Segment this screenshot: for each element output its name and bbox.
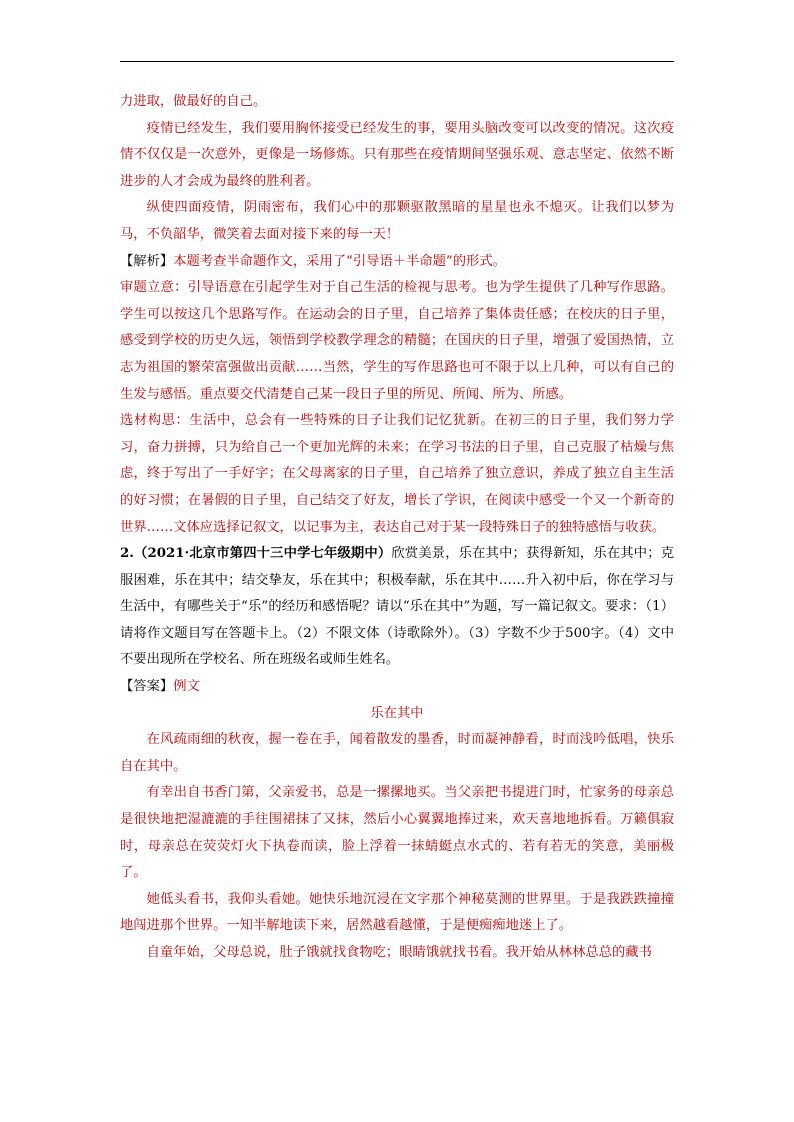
question-prompt: 欣赏美景，乐在其中；获得新知，乐在其中；克服困难，乐在其中；结交挚友，乐在其中；积极奉献，乐在其中……升入初中后，你在学习与生活中，有哪些关于“乐”的经历和感悟呢？请以“乐在其中”为题，写一篇记叙文。要求：（1）请将作文题目写在答题卡上。（2）不限文体（诗歌除外）。（3）字数不少于500字。（4）文中不要出现所在学校名、所在班级名或师生姓名。 [120, 546, 674, 668]
answer-header [120, 674, 674, 701]
analysis-tag: 【解析】 [120, 253, 174, 269]
analysis-xuancai: 选材构思：生活中，总会有一些特殊的日子让我们记忆犹新。在初三的日子里，我们努力学习，奋力拼搏，只为给自己一个更加光辉的未来；在学习书法的日子里，自己克服了枯燥与焦虑，终于写出了一手好字；在父母离家的日子里，自己培养了独立意识，养成了独立自主生活的好习惯；在暑假的日子里，自己结交了好友，增长了学识，在阅读中感受一个又一个新奇的世界……文体应选择记叙文，以记事为主，表达自己对于某一段特殊日子的独特感悟与收获。 [120, 413, 674, 535]
answer-paragraph: 有幸出自书香门第，父亲爱书，总是一摞摞地买。当父亲把书提进门时，忙家务的母亲总是很快地把湿漉漉的手往围裙抹了又抹，然后小心翼翼地捧过来，欢天喜地地拆看。万籁俱寂时，母亲总在荧荧灯火下执卷而读，脸上浮着一抹蜻蜓点水式的、若有若无的笑意，美丽极了。 [120, 785, 674, 881]
question-number-source: 2.（2021·北京市第四十三中学七年级期中） [120, 546, 392, 562]
document-body [120, 89, 674, 967]
analysis-summary: 本题考查半命题作文，采用了“引导语＋半命题”的形式。 [173, 253, 506, 269]
analysis-shenti: 审题立意：引导语意在引起学生对于自己生活的检视与思考。也为学生提供了几种写作思路。学生可以按这几个思路写作。在运动会的日子里，自己培养了集体责任感；在校庆的日子里，感受到学校的历史久远，领悟到学校教学理念的精髓；在国庆的日子里，增强了爱国热情，立志为祖国的繁荣富强做出贡献……当然，学生的写作思路也可不限于以上几种，可以有自己的生发与感悟。重点要交代清楚自己某一段日子里的所见、所闻、所为、所感。 [120, 280, 674, 402]
answer-paragraph: 在风疏雨细的秋夜，握一卷在手，闻着散发的墨香，时而凝神静看，时而浅吟低唱，快乐自在其中。 [120, 732, 674, 774]
essay-closing-line: 力进取，做最好的自己。 [120, 94, 267, 109]
answer-label: 例文 [173, 679, 200, 695]
header-rule [120, 61, 674, 62]
essay-title: 乐在其中 [370, 705, 424, 721]
answer-paragraph: 自童年始，父母总说，肚子饿就找食物吃；眼睛饿就找书看。我开始从林林总总的藏书 [146, 945, 652, 960]
essay-paragraph: 纵使四面疫情，阴雨密布，我们心中的那颗驱散黑暗的星星也永不熄灭。让我们以梦为马，不负韶华，微笑着去面对接下来的每一天！ [120, 200, 674, 242]
analysis-paragraph [120, 249, 674, 276]
answer-tag: 【答案】 [120, 679, 174, 695]
question-2 [120, 541, 674, 674]
essay-paragraph: 疫情已经发生，我们要用胸怀接受已经发生的事，要用头脑改变可以改变的情况。这次疫情不仅仅是一次意外，更像是一场修炼。只有那些在疫情期间坚强乐观、意志坚定、依然不断进步的人才会成为最终的胜利者。 [120, 120, 674, 189]
answer-paragraph: 她低头看书，我仰头看她。她快乐地沉浸在文字那个神秘莫测的世界里。于是我跌跌撞撞地闯进那个世界。一知半解地读下来，居然越看越懂，于是便痴痴地迷上了。 [120, 891, 674, 934]
